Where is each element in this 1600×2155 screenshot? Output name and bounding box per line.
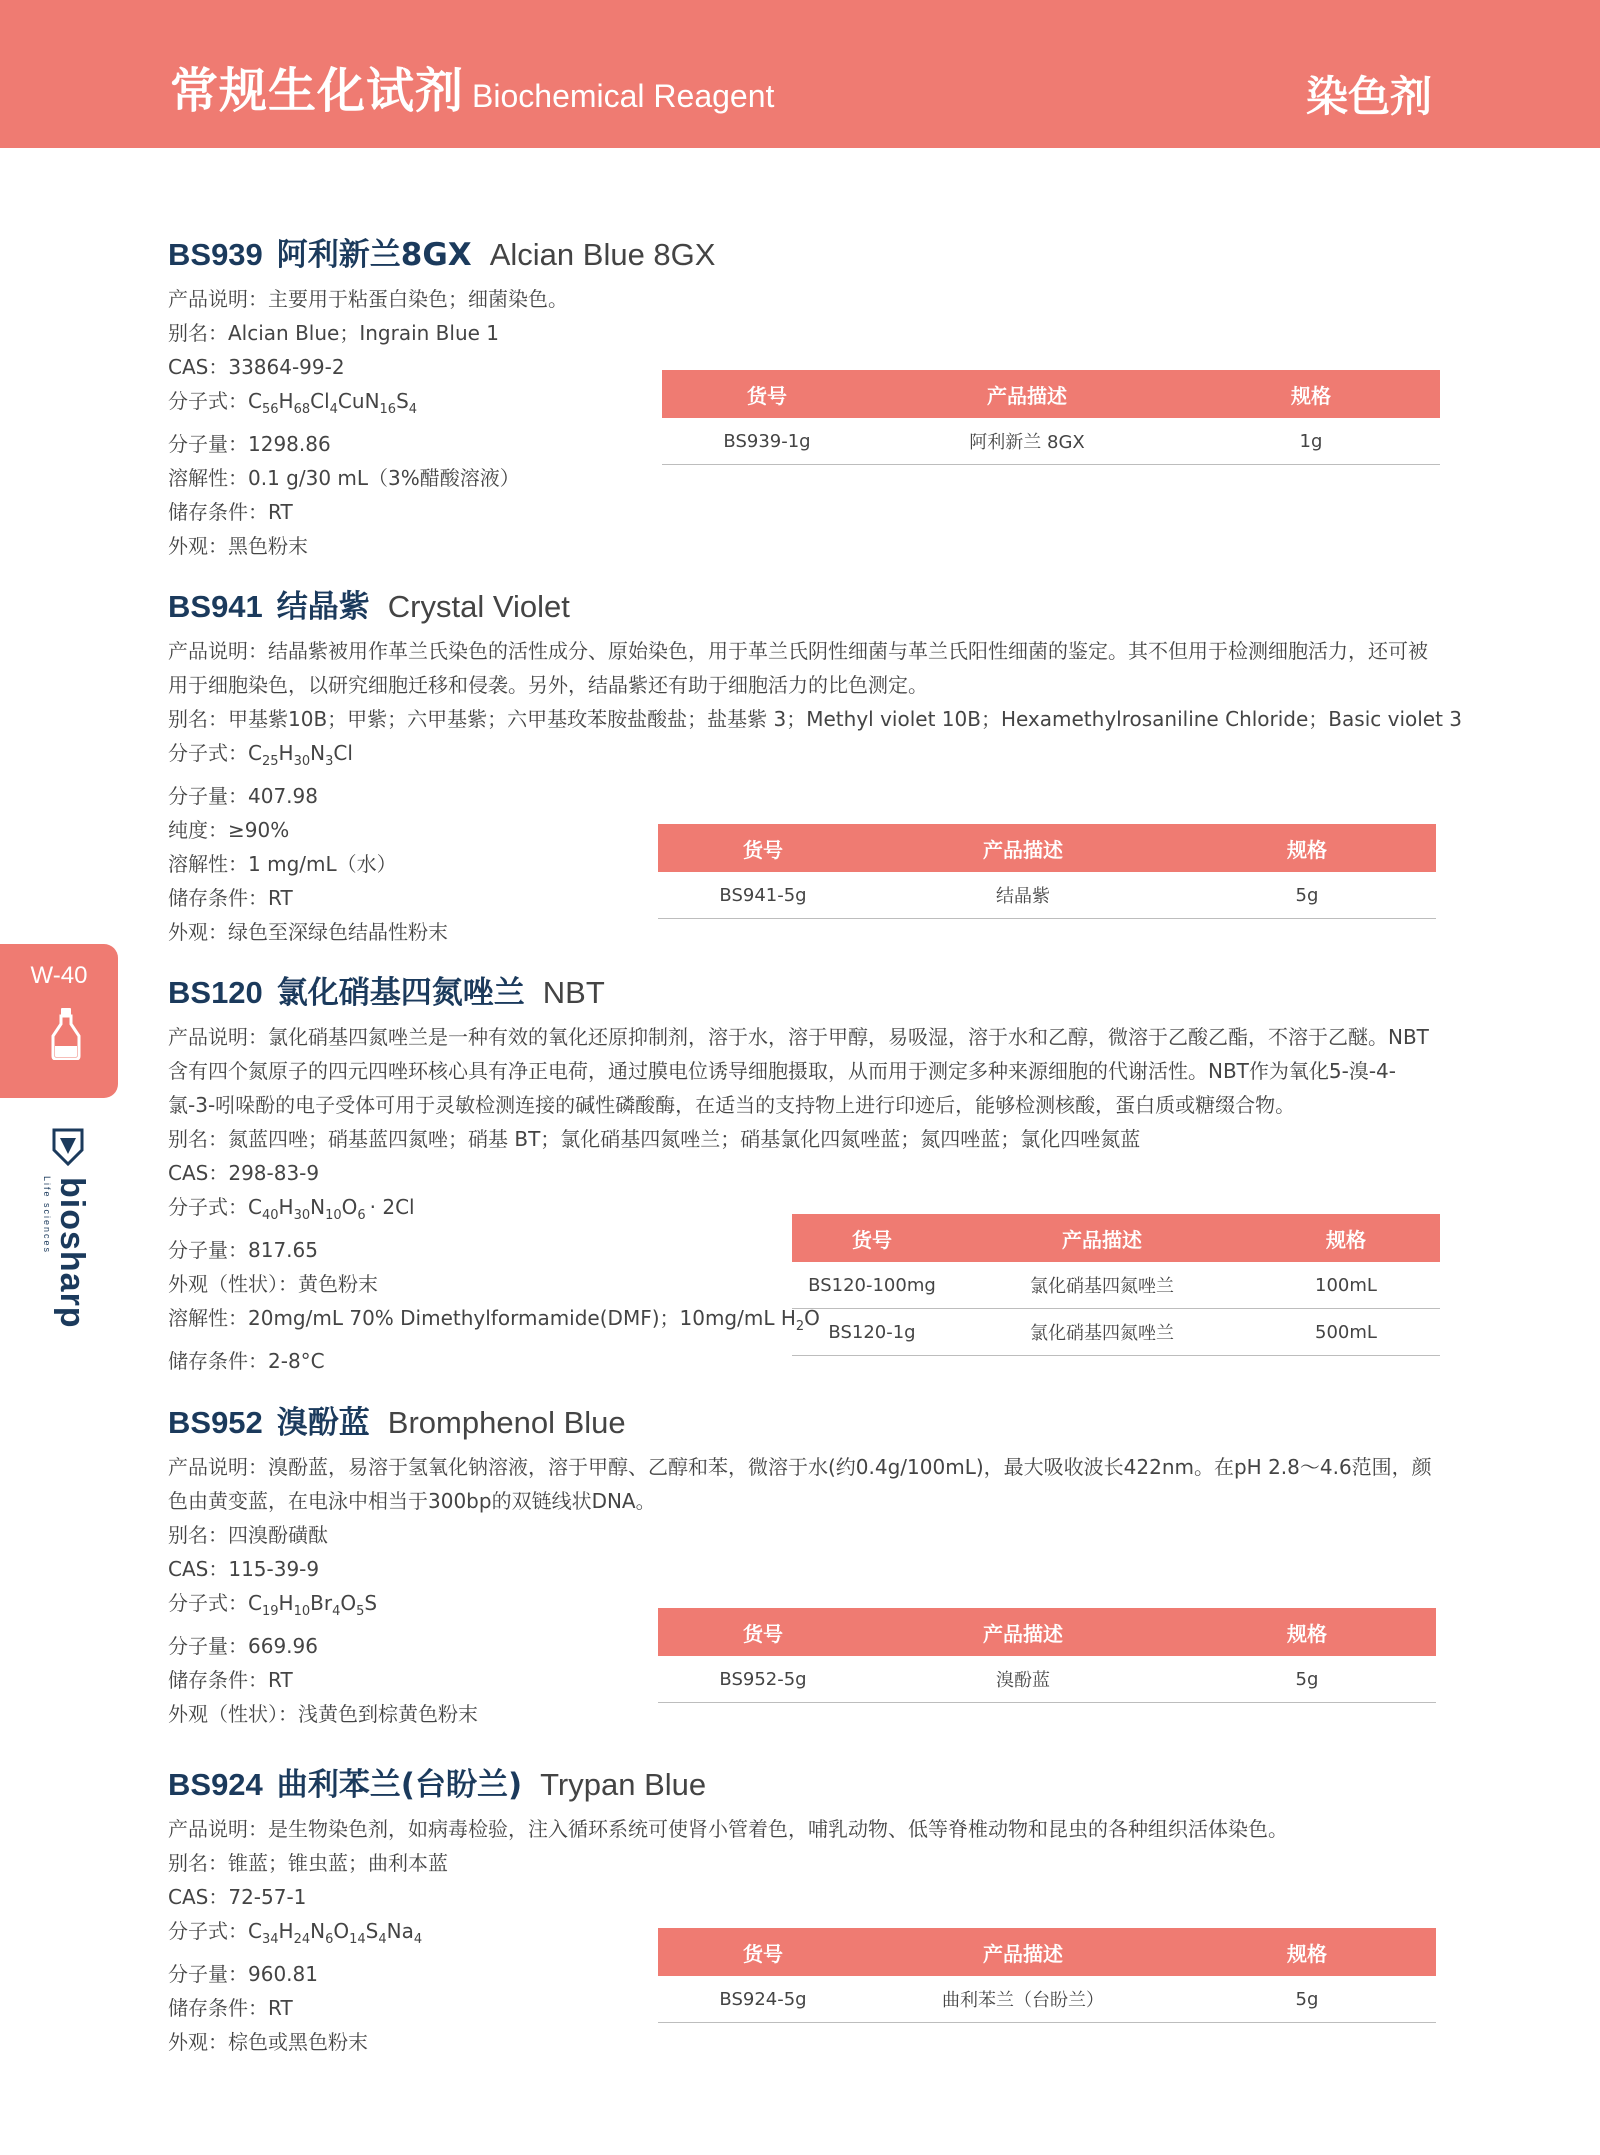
product-table — [658, 1928, 1436, 2023]
product-formula: 分子式：$C_{25}H_{30}N_3Cl$ — [168, 741, 353, 769]
product-description: 产品说明：主要用于粘蛋白染色；细菌染色。 — [168, 287, 568, 311]
cell-spec: 100mL — [1252, 1262, 1440, 1309]
page-title — [170, 52, 774, 121]
product-alias: 别名：氮蓝四唑；硝基蓝四氮唑；硝基 BT；氯化硝基四氮唑兰；硝基氯化四氮唑蓝；氮四唑蓝；氯化四唑氮蓝 — [168, 1127, 1141, 1151]
header-desc: 产品描述 — [868, 1608, 1178, 1656]
product-alias: 别名：四溴酚磺酞 — [168, 1523, 328, 1547]
product-appearance: 外观：黑色粉末 — [168, 534, 308, 558]
cell-spec: 1g — [1182, 418, 1440, 465]
product-description: 产品说明：结晶紫被用作革兰氏染色的活性成分、原始染色，用于革兰氏阴性细菌与革兰氏阳性细菌的鉴定。其不但用于检测细胞活力，还可被用于细胞染色，以研究细胞迁移和侵袭。另外，结晶紫还有助于细胞活力的比色测定。 — [168, 639, 1428, 697]
product-name-cn: 曲利苯兰(台盼兰) — [276, 1767, 523, 1803]
product-name-cn: 结晶紫 — [276, 589, 370, 625]
product-name-en: Crystal Violet — [387, 589, 570, 624]
product-section — [168, 234, 1440, 563]
product-code: BS952 — [168, 1405, 263, 1440]
product-table — [662, 370, 1440, 465]
cell-desc: 氯化硝基四氮唑兰 — [952, 1262, 1252, 1309]
table-row — [792, 1309, 1440, 1356]
header-code: 货号 — [792, 1214, 952, 1262]
product-description: 产品说明：是生物染色剂，如病毒检验，注入循环系统可使肾小管着色，哺乳动物、低等脊椎动物和昆虫的各种组织活体染色。 — [168, 1817, 1288, 1841]
product-description: 产品说明：氯化硝基四氮唑兰是一种有效的氧化还原抑制剂，溶于水，溶于甲醇，易吸湿，溶于水和乙醇，微溶于乙酸乙酯，不溶于乙醚。NBT含有四个氮原子的四元四唑环核心具有净正电荷，通过膜电位诱导细胞摄取，从而用于测定多种来源细胞的代谢活性。NBT作为氧化5-溴-4-氯-3-吲哚酚的电子受体可用于灵敏检测连接的碱性磷酸酶，在适当的支持物上进行印迹后，能够检测核酸，蛋白质或糖缀合物。 — [168, 1025, 1429, 1117]
product-mw: 分子量：407.98 — [168, 784, 318, 808]
title-en: Biochemical Reagent — [472, 78, 775, 114]
product-alias: 别名：甲基紫10B；甲紫；六甲基紫；六甲基玫苯胺盐酸盐；盐基紫 3；Methyl violet 10B；Hexamethylrosaniline Chloride；Basic violet 3 — [168, 707, 1463, 731]
cell-spec: 500mL — [1252, 1309, 1440, 1356]
product-title — [168, 1764, 1440, 1806]
product-mw: 分子量：669.96 — [168, 1634, 318, 1658]
cell-desc: 曲利苯兰（台盼兰） — [868, 1976, 1178, 2023]
product-formula: 分子式：$C_{19}H_{10}Br_4O_5S$ — [168, 1591, 378, 1619]
product-section — [168, 586, 1463, 949]
product-solubility: 溶解性：20mg/mL 70% Dimethylformamide(DMF)；10mg/mL $H_2O$ — [168, 1306, 820, 1334]
product-section — [168, 1764, 1440, 2059]
product-name-cn: 阿利新兰8GX — [276, 237, 472, 273]
table-row — [792, 1262, 1440, 1309]
cell-code: BS939-1g — [662, 418, 872, 465]
product-appearance: 外观（性状）：黄色粉末 — [168, 1272, 378, 1296]
product-appearance: 外观：棕色或黑色粉末 — [168, 2030, 368, 2054]
product-storage: 储存条件：2-8°C — [168, 1349, 325, 1373]
product-solubility: 溶解性：1 mg/mL（水） — [168, 852, 397, 876]
cell-code: BS941-5g — [658, 872, 868, 919]
product-name-en: Trypan Blue — [540, 1767, 707, 1802]
bottle-icon — [50, 1008, 82, 1060]
product-description: 产品说明：溴酚蓝，易溶于氢氧化钠溶液，溶于甲醇、乙醇和苯，微溶于水(约0.4g/100mL)，最大吸收波长422nm。在pH 2.8～4.6范围，颜色由黄变蓝，在电泳中相当于300bp的双链线状DNA。 — [168, 1455, 1432, 1513]
header-spec: 规格 — [1252, 1214, 1440, 1262]
cell-code: BS120-1g — [792, 1309, 952, 1356]
header-desc: 产品描述 — [952, 1214, 1252, 1262]
product-title — [168, 1402, 1440, 1444]
product-title — [168, 586, 1440, 628]
category-label: 染色剂 — [1305, 72, 1432, 121]
product-name-cn: 氯化硝基四氮唑兰 — [276, 975, 525, 1011]
product-alias: 别名：锥蓝；锥虫蓝；曲利本蓝 — [168, 1851, 448, 1875]
cell-desc: 结晶紫 — [868, 872, 1178, 919]
table-header-row — [658, 1608, 1436, 1656]
product-appearance: 外观（性状）：浅黄色到棕黄色粉末 — [168, 1702, 478, 1726]
product-title — [168, 234, 1440, 276]
table-header-row — [658, 824, 1436, 872]
product-storage: 储存条件：RT — [168, 500, 293, 524]
product-cas: CAS：33864-99-2 — [168, 355, 345, 379]
product-section — [168, 1402, 1440, 1731]
product-code: BS939 — [168, 237, 263, 272]
table-header-row — [658, 1928, 1436, 1976]
header-code: 货号 — [658, 1928, 868, 1976]
page-tab — [0, 944, 118, 1098]
product-title — [168, 972, 1440, 1014]
product-name-cn: 溴酚蓝 — [276, 1405, 370, 1441]
page-code: W-40 — [30, 962, 88, 989]
table-row — [662, 418, 1440, 465]
header-spec: 规格 — [1178, 824, 1436, 872]
brand-name: biosharp — [53, 1177, 91, 1329]
header-code: 货号 — [662, 370, 872, 418]
product-mw: 分子量：960.81 — [168, 1962, 318, 1986]
header-spec: 规格 — [1178, 1608, 1436, 1656]
cell-spec: 5g — [1178, 1976, 1436, 2023]
product-table — [658, 1608, 1436, 1703]
brand-tagline: Life sciences — [42, 1176, 52, 1255]
product-section — [168, 972, 1440, 1378]
table-row — [658, 1656, 1436, 1703]
header-desc: 产品描述 — [872, 370, 1182, 418]
cell-desc: 阿利新兰 8GX — [872, 418, 1182, 465]
table-header-row — [792, 1214, 1440, 1262]
brand-logo — [42, 1126, 92, 1329]
product-name-en: Alcian Blue 8GX — [489, 237, 716, 272]
cell-spec: 5g — [1178, 872, 1436, 919]
product-cas: CAS：115-39-9 — [168, 1557, 320, 1581]
header-spec: 规格 — [1178, 1928, 1436, 1976]
cell-desc: 氯化硝基四氮唑兰 — [952, 1309, 1252, 1356]
cell-code: BS120-100mg — [792, 1262, 952, 1309]
product-table — [658, 824, 1436, 919]
header-desc: 产品描述 — [868, 1928, 1178, 1976]
product-code: BS120 — [168, 975, 263, 1010]
product-storage: 储存条件：RT — [168, 886, 293, 910]
header-spec: 规格 — [1182, 370, 1440, 418]
product-code: BS924 — [168, 1767, 263, 1802]
product-name-en: Bromphenol Blue — [387, 1405, 626, 1440]
logo-icon — [48, 1126, 88, 1168]
product-storage: 储存条件：RT — [168, 1996, 293, 2020]
product-appearance: 外观：绿色至深绿色结晶性粉末 — [168, 920, 448, 944]
product-formula: 分子式：$C_{56}H_{68}Cl_4CuN_{16}S_4$ — [168, 389, 418, 417]
product-storage: 储存条件：RT — [168, 1668, 293, 1692]
cell-desc: 溴酚蓝 — [868, 1656, 1178, 1703]
table-row — [658, 1976, 1436, 2023]
title-cn: 常规生化试剂 — [170, 63, 465, 119]
product-cas: CAS：72-57-1 — [168, 1885, 307, 1909]
product-code: BS941 — [168, 589, 263, 624]
product-mw: 分子量：1298.86 — [168, 432, 331, 456]
header-code: 货号 — [658, 1608, 868, 1656]
page-header — [0, 0, 1600, 148]
product-alias: 别名：Alcian Blue；Ingrain Blue 1 — [168, 321, 500, 345]
product-formula: 分子式：$C_{40}H_{30}N_{10}O_6 \cdot 2Cl$ — [168, 1195, 415, 1223]
header-code: 货号 — [658, 824, 868, 872]
product-purity: 纯度：≥90% — [168, 818, 290, 842]
table-header-row — [662, 370, 1440, 418]
product-solubility: 溶解性：0.1 g/30 mL（3%醋酸溶液） — [168, 466, 520, 490]
product-name-en: NBT — [542, 975, 605, 1010]
product-cas: CAS：298-83-9 — [168, 1161, 320, 1185]
header-desc: 产品描述 — [868, 824, 1178, 872]
cell-code: BS924-5g — [658, 1976, 868, 2023]
product-formula: 分子式：$C_{34}H_{24}N_6O_{14}S_4Na_4$ — [168, 1919, 423, 1947]
product-table — [792, 1214, 1440, 1356]
cell-code: BS952-5g — [658, 1656, 868, 1703]
cell-spec: 5g — [1178, 1656, 1436, 1703]
table-row — [658, 872, 1436, 919]
product-mw: 分子量：817.65 — [168, 1238, 318, 1262]
